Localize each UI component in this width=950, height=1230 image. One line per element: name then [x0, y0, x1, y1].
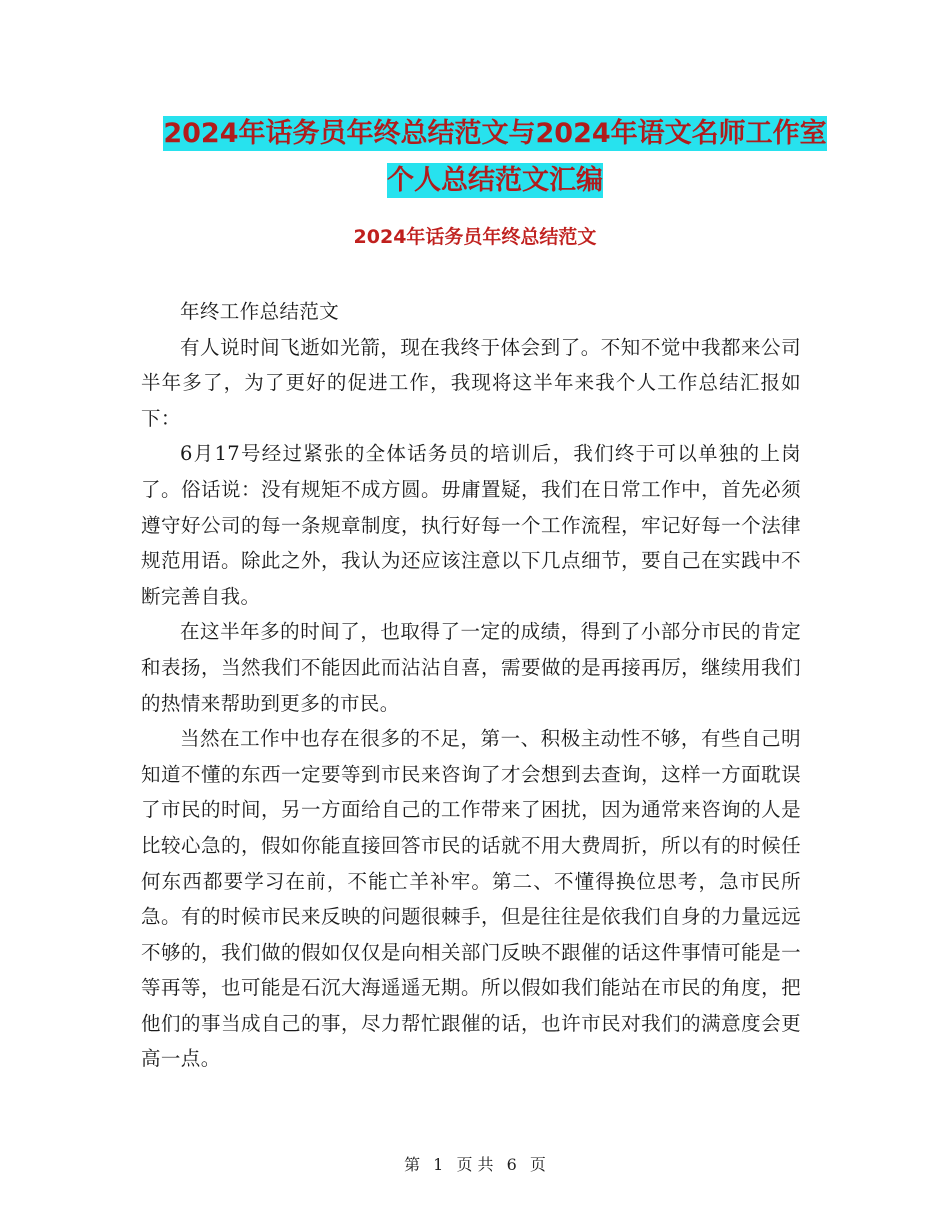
paragraph: 有人说时间飞逝如光箭，现在我终于体会到了。不知不觉中我都来公司半年多了，为了更好的促进工作，我现将这半年来我个人工作总结汇报如下：: [141, 335, 801, 430]
document-body: [141, 294, 801, 1077]
paragraph: 在这半年多的时间了，也取得了一定的成绩，得到了小部分市民的肯定和表扬，当然我们不能因此而沾沾自喜，需要做的是再接再厉，继续用我们的热情来帮助到更多的市民。: [141, 620, 801, 715]
paragraph: 年终工作总结范文: [180, 300, 340, 323]
paragraph: 6月17号经过紧张的全体话务员的培训后，我们终于可以单独的上岗了。俗话说：没有规矩不成方圆。毋庸置疑，我们在日常工作中，首先必须遵守好公司的每一条规章制度，执行好每一个工作流程，牢记好每一个法律规范用语。除此之外，我认为还应该注意以下几点细节，要自己在实践中不断完善自我。: [141, 442, 801, 608]
title-line-1: 2024年话务员年终总结范文与2024年语文名师工作室: [163, 118, 827, 149]
paragraph: 当然在工作中也存在很多的不足，第一、积极主动性不够，有些自己明知道不懂的东西一定要等到市民来咨询了才会想到去查询，这样一方面耽误了市民的时间，另一方面给自己的工作带来了困扰，因为通常来咨询的人是比较心急的，假如你能直接回答市民的话就不用大费周折，所以有的时候任何东西都要学习在前，不能亡羊补牢。第二、不懂得换位思考，急市民所急。有的时候市民来反映的问题很棘手，但是往往是依我们自身的力量远远不够的，我们做的假如仅仅是向相关部门反映不跟催的话这件事情可能是一等再等，也可能是石沉大海遥遥无期。所以假如我们能站在市民的角度，把他们的事当成自己的事，尽力帮忙跟催的话，也许市民对我们的满意度会更高一点。: [141, 727, 801, 1071]
footer-prefix: 第: [404, 1155, 421, 1174]
footer-page-number: 1: [433, 1155, 444, 1174]
footer-total-pages: 6: [506, 1155, 517, 1174]
page-footer: [0, 1152, 950, 1175]
document-title: [120, 110, 870, 204]
footer-middle: 页 共: [456, 1155, 494, 1174]
footer-suffix: 页: [529, 1155, 546, 1174]
section-title: 2024年话务员年终总结范文: [353, 226, 597, 248]
title-line-2: 个人总结范文汇编: [387, 165, 603, 196]
